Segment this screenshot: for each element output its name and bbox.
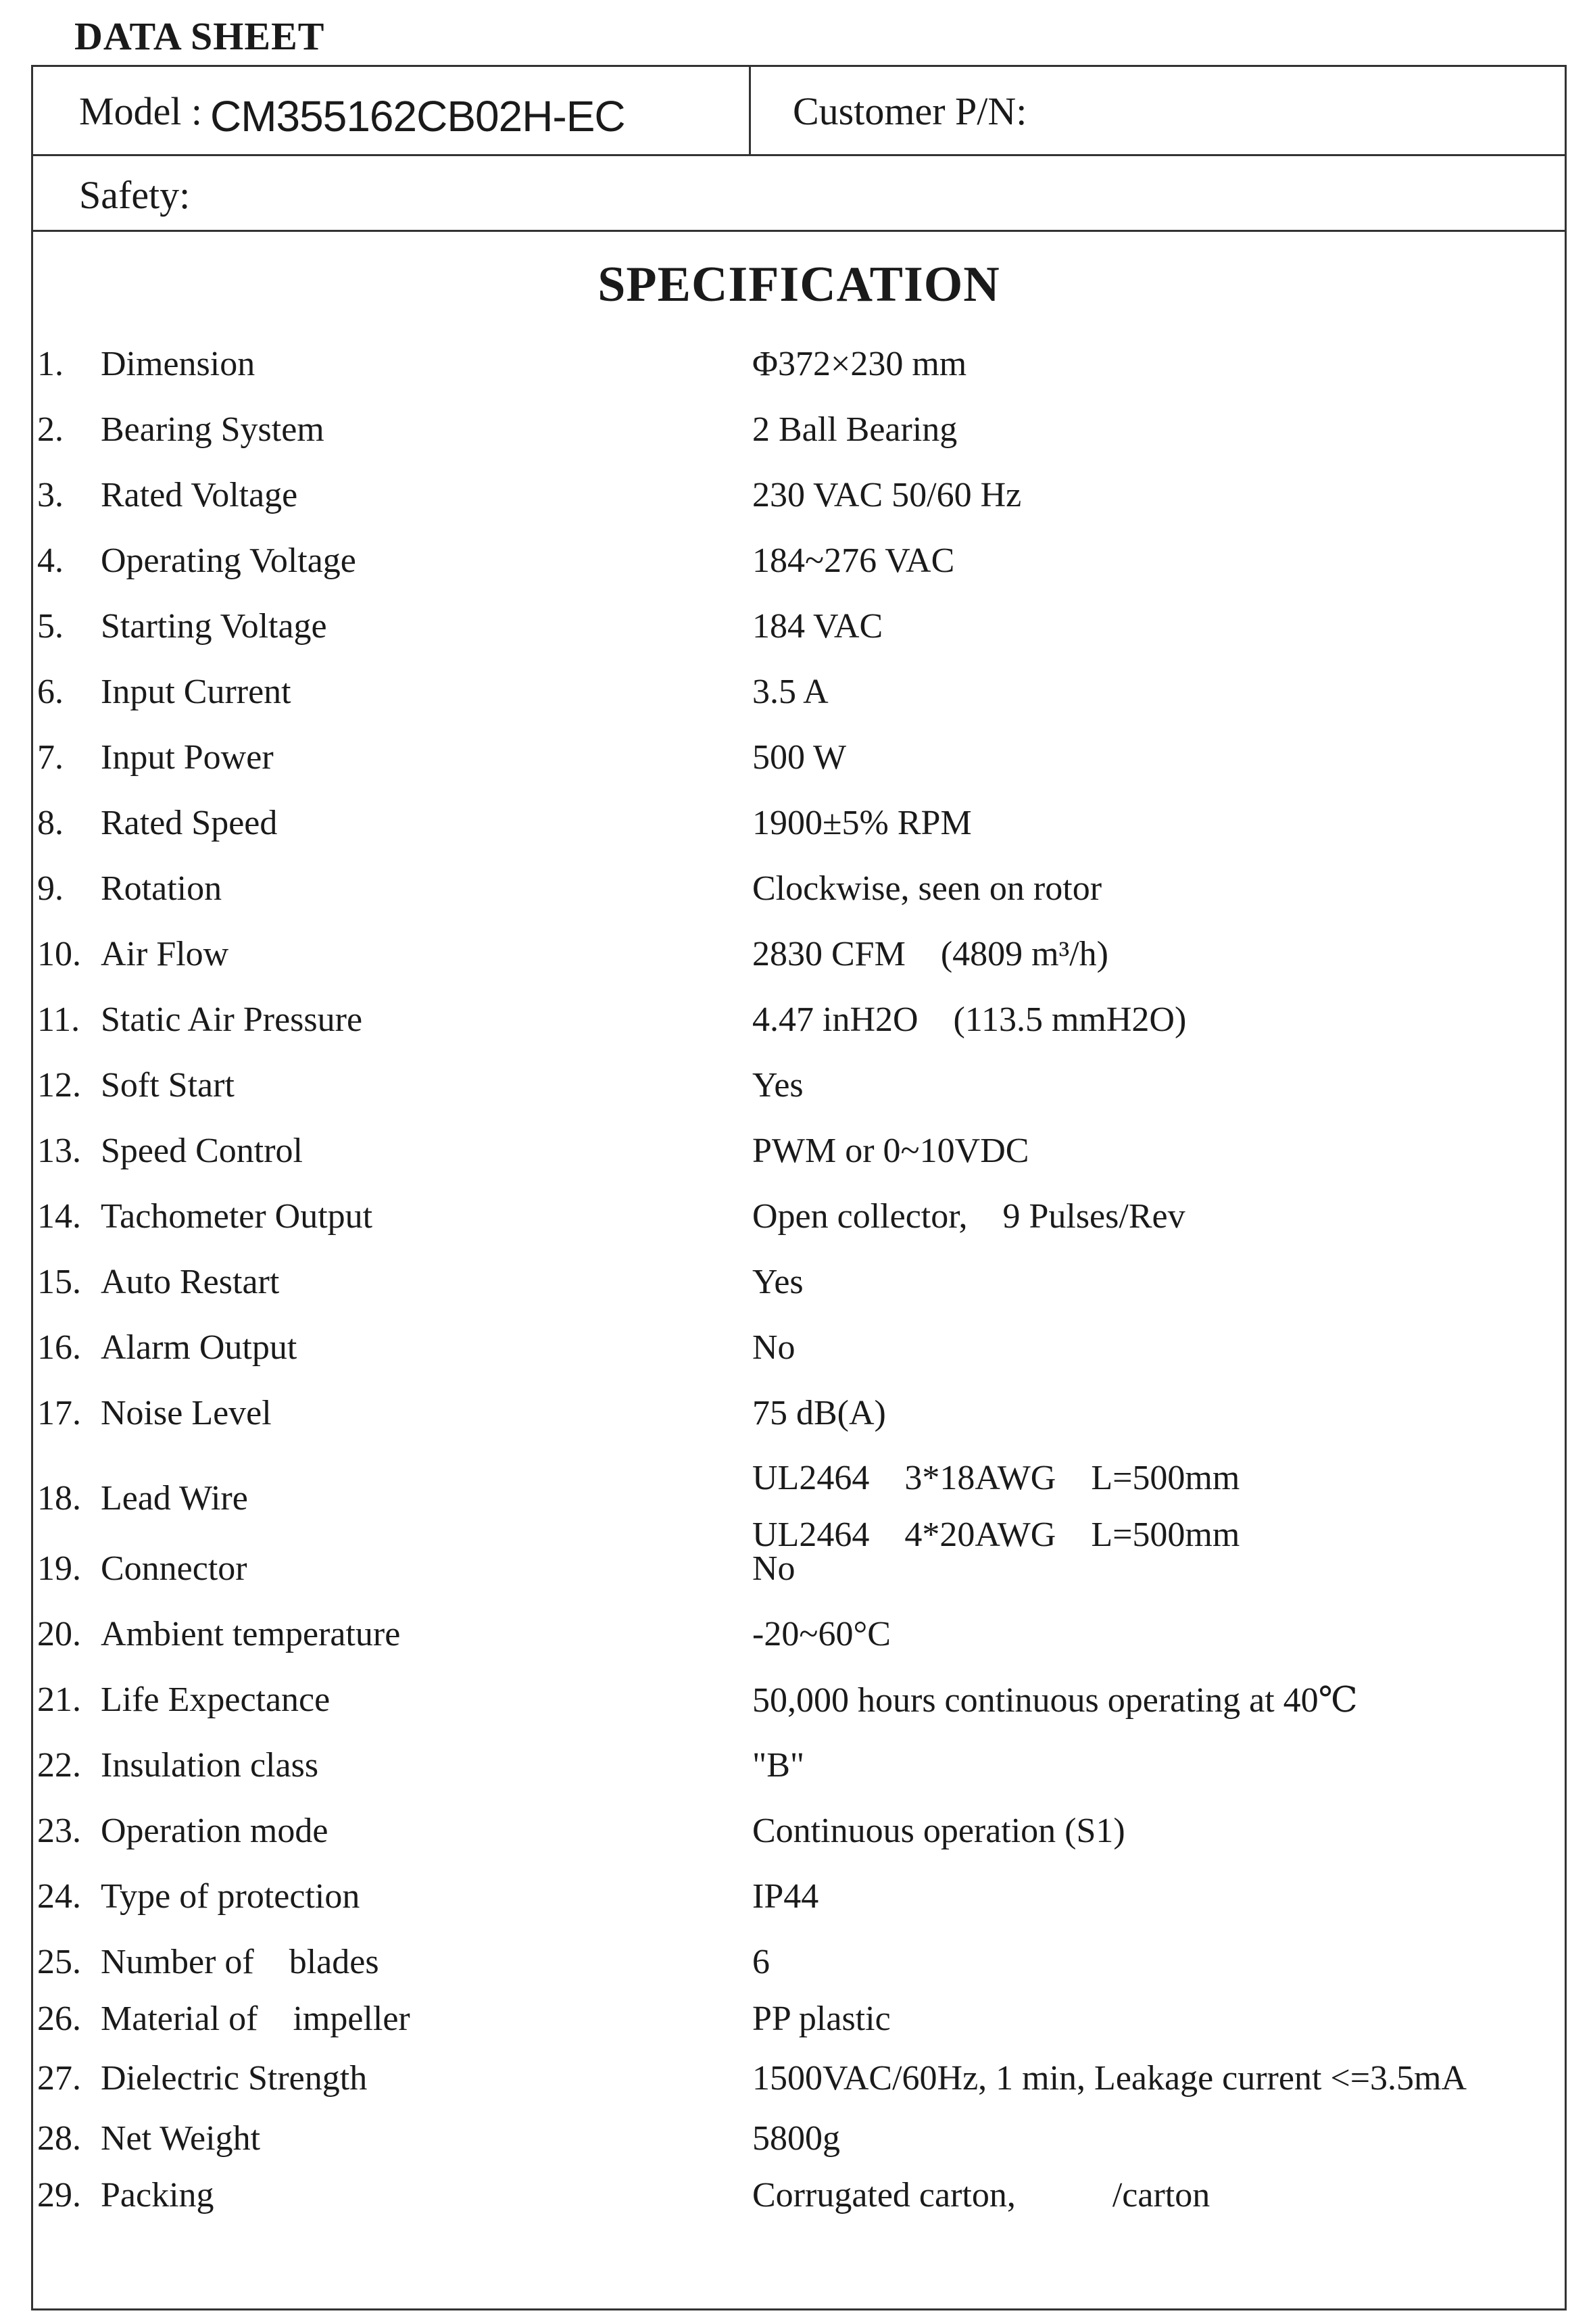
spec-value: UL2464 3*18AWG L=500mm [752,1459,1240,1497]
spec-number: 4. [37,541,64,580]
safety-row [33,156,1565,232]
spec-number: 17. [37,1394,81,1432]
spec-number: 21. [37,1680,81,1719]
spec-name: Connector [101,1549,247,1588]
spec-number: 18. [37,1479,81,1518]
spec-value: 1900±5% RPM [752,804,972,842]
spec-name: Net Weight [101,2119,261,2158]
spec-name: Speed Control [101,1132,303,1170]
spec-value: Open collector, 9 Pulses/Rev [752,1197,1185,1236]
spec-row [33,1811,1565,1877]
spec-name: Noise Level [101,1394,272,1432]
spec-value: 6 [752,1943,770,1981]
spec-name: Dielectric Strength [101,2059,368,2098]
spec-name: Starting Voltage [101,607,327,646]
spec-value: 2830 CFM (4809 m³/h) [752,935,1108,973]
spec-row [33,1614,1565,1680]
spec-name: Air Flow [101,935,229,973]
spec-name: Alarm Output [101,1328,297,1367]
model-number: CM355162CB02H-EC [210,92,625,141]
spec-number: 26. [37,2000,81,2038]
spec-value: PP plastic [752,2000,891,2038]
spec-name: Number of blades [101,1943,379,1981]
spec-row [33,1000,1565,1065]
spec-number: 29. [37,2176,81,2214]
spec-value: 500 W [752,738,847,777]
spec-value: IP44 [752,1877,819,1916]
spec-name: Material of impeller [101,2000,410,2038]
spec-number: 7. [37,738,64,777]
spec-name: Life Expectance [101,1680,331,1719]
spec-row [33,2119,1565,2175]
spec-number: 13. [37,1132,81,1170]
spec-name: Operation mode [101,1812,328,1850]
spec-row [33,344,1565,410]
document-title: DATA SHEET [74,14,325,58]
spec-name: Soft Start [101,1066,235,1105]
spec-value: 230 VAC 50/60 Hz [752,476,1022,514]
spec-value: No [752,1549,796,1588]
spec-value: 3.5 A [752,673,829,711]
spec-value: 75 dB(A) [752,1394,886,1432]
spec-number: 10. [37,935,81,973]
spec-name: Type of protection [101,1877,360,1916]
spec-row [33,1680,1565,1745]
spec-row [33,1328,1565,1393]
customer-pn-label: Customer P/N: [793,89,1027,133]
spec-number: 6. [37,673,64,711]
spec-number: 2. [37,410,64,449]
spec-number: 27. [37,2059,81,2098]
spec-value: 4.47 inH2O (113.5 mmH2O) [752,1000,1187,1039]
spec-row [33,1196,1565,1262]
spec-number: 14. [37,1197,81,1236]
spec-row [33,1262,1565,1328]
spec-value-line2: UL2464 4*20AWG L=500mm [752,1516,1240,1554]
spec-name: Bearing System [101,410,324,449]
spec-number: 20. [37,1615,81,1653]
spec-row [33,737,1565,803]
spec-value: 50,000 hours continuous operating at 40℃ [752,1681,1358,1720]
spec-number: 23. [37,1812,81,1850]
spec-number: 1. [37,345,64,383]
specification-list [33,344,1565,2232]
spec-name: Insulation class [101,1746,319,1785]
spec-name: Lead Wire [101,1479,248,1518]
spec-value: PWM or 0~10VDC [752,1132,1029,1170]
spec-name: Static Air Pressure [101,1000,363,1039]
spec-row [33,410,1565,475]
spec-name: Rated Voltage [101,476,298,514]
spec-name: Ambient temperature [101,1615,401,1653]
spec-name: Input Power [101,738,274,777]
model-row [33,67,1565,156]
spec-number: 5. [37,607,64,646]
spec-number: 24. [37,1877,81,1916]
spec-value: 184~276 VAC [752,541,955,580]
spec-row [33,803,1565,869]
spec-name: Auto Restart [101,1263,280,1301]
spec-row [33,606,1565,672]
spec-value: Clockwise, seen on rotor [752,869,1102,908]
spec-row [33,1459,1565,1554]
spec-value: "B" [752,1746,805,1785]
spec-row [33,869,1565,934]
datasheet-frame [31,65,1567,2310]
spec-value: Yes [752,1263,804,1301]
spec-name: Input Current [101,673,291,711]
spec-row [33,1942,1565,1999]
spec-value: 1500VAC/60Hz, 1 min, Leakage current <=3.5mA [752,2059,1467,2098]
spec-value: Continuous operation (S1) [752,1812,1125,1850]
spec-number: 25. [37,1943,81,1981]
spec-name: Dimension [101,345,255,383]
spec-row [33,1877,1565,1942]
spec-row [33,1131,1565,1196]
spec-number: 22. [37,1746,81,1785]
spec-number: 8. [37,804,64,842]
spec-row [33,2175,1565,2232]
spec-value: Φ372×230 mm [752,345,967,383]
spec-row [33,1549,1565,1614]
spec-name: Packing [101,2176,214,2214]
spec-name: Rotation [101,869,222,908]
spec-row [33,672,1565,737]
spec-value: 184 VAC [752,607,883,646]
spec-name: Operating Voltage [101,541,356,580]
specification-title: SPECIFICATION [597,257,1000,312]
model-cell [33,67,751,154]
spec-number: 3. [37,476,64,514]
spec-row [33,1065,1565,1131]
spec-value: -20~60°C [752,1615,891,1653]
spec-value: Yes [752,1066,804,1105]
spec-value: No [752,1328,796,1367]
spec-name: Tachometer Output [101,1197,373,1236]
spec-number: 16. [37,1328,81,1367]
model-label: Model : [79,89,203,133]
spec-number: 11. [37,1000,80,1039]
spec-row [33,1999,1565,2058]
spec-number: 12. [37,1066,81,1105]
spec-value: Corrugated carton, /carton [752,2176,1210,2214]
spec-row [33,2058,1565,2119]
spec-name: Rated Speed [101,804,278,842]
spec-number: 28. [37,2119,81,2158]
spec-value: 5800g [752,2119,840,2158]
spec-number: 15. [37,1263,81,1301]
spec-row [33,475,1565,541]
safety-label: Safety: [79,173,191,217]
spec-value-group [752,1450,1240,1564]
spec-row [33,1745,1565,1811]
spec-row [33,541,1565,606]
spec-row [33,934,1565,1000]
spec-number: 19. [37,1549,81,1588]
spec-value: 2 Ball Bearing [752,410,958,449]
spec-number: 9. [37,869,64,908]
